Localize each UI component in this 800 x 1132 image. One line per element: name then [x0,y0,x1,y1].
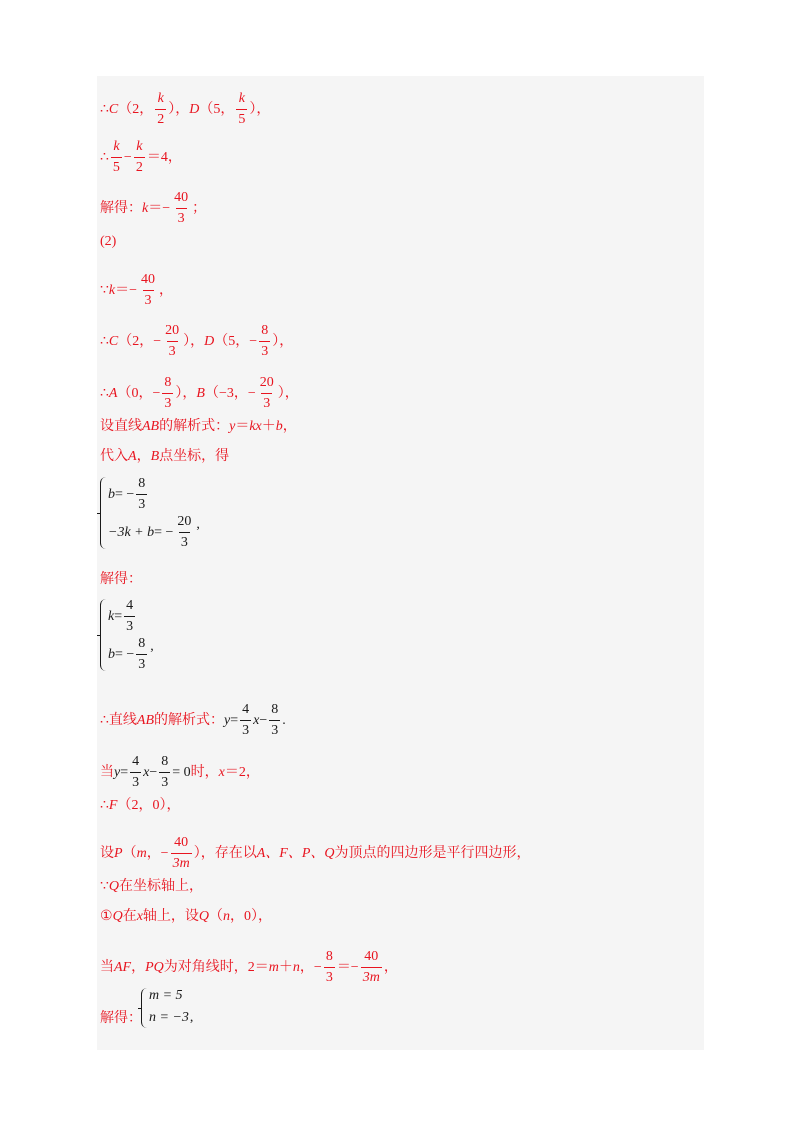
case-number: ① [100,909,113,924]
fraction-4-over-3 [124,599,135,634]
frac-num: 20 [259,375,274,390]
text: 为对角线时，2＝ [163,959,269,975]
frac-num: 4 [132,754,140,769]
var-x: x [218,764,225,780]
text: 代入 [100,449,128,464]
frac-den: 3 [259,341,270,359]
fraction-20-over-3 [163,324,181,359]
minus-sign: − [259,712,268,728]
zero-formula [114,755,191,790]
fraction-8-over-3 [324,950,335,985]
frac-num: k [113,139,120,154]
left-brace [141,988,147,1028]
c-close: ）， [168,101,190,117]
frac-den: 3 [176,208,187,226]
var-y: y [224,712,231,728]
fraction-k-over-2 [155,92,166,127]
point-f-label: F [108,798,118,813]
lhs: b [108,646,115,662]
point-a-label: A [108,385,118,401]
equals-minus: ＝− [336,959,359,975]
equals: = [114,608,123,624]
x-result: ＝2， [224,764,260,780]
d-open: （5， [199,101,235,117]
part-number: (2) [100,234,117,249]
text: 直线 [108,712,137,728]
fraction-8-over-3 [162,376,173,411]
var-m: m [268,959,279,975]
fraction-4-over-3 [240,703,251,738]
left-brace [100,477,106,549]
therefore-symbol: ∴ [100,712,109,728]
system-row-2 [108,515,200,550]
plus: ＋ [261,419,276,434]
frac-den: 3m [171,853,192,871]
text: 时， [190,764,219,780]
equals: = [230,712,239,728]
solve-label: 解得： [100,1011,142,1026]
point-b-label: B [196,385,205,401]
frac-num: 8 [138,476,146,491]
lhs: −3k + b [108,524,155,540]
var-k: k [108,282,116,298]
comma: , [189,1010,194,1025]
line-f-coords [100,797,180,815]
left-brace [100,599,106,671]
line-case-1 [100,908,272,926]
therefore-symbol: ∴ [100,798,109,813]
point-b-label: B [150,449,160,464]
frac-den: 3 [324,967,335,985]
equation-system-1 [100,475,220,551]
part-2-label [100,233,116,251]
point-d-label: D [189,101,200,117]
frac-den: 3 [162,393,173,411]
fraction-8-over-3 [259,324,270,359]
segment-pq: PQ [145,959,164,975]
c-close: ）， [183,333,205,349]
var-x: x [253,712,260,728]
equals-minus: = − [154,524,174,540]
frac-den: 3 [179,532,190,550]
text: 当 [100,959,114,975]
equals: = [120,764,129,780]
var-x: x [143,764,150,780]
point-q-label: Q [198,909,210,924]
line-because-k [100,273,173,308]
frac-num: 8 [161,754,169,769]
line-when-y-zero [100,755,260,790]
fraction-8-over-3 [136,637,147,672]
frac-num: 8 [325,949,333,964]
term-kx: kx [249,419,262,434]
minus-sign: − [149,764,158,780]
semicolon: ； [192,200,207,216]
var-x: x [136,909,143,924]
comma: ， [159,282,174,298]
point-p-label: P [114,845,123,861]
frac-den: 3 [159,772,170,790]
frac-num: k [238,91,245,106]
period: . [282,712,286,728]
var-n: n [292,959,300,975]
equals-minus: = − [115,486,135,502]
frac-den: 3 [136,654,147,672]
d-close: ）， [249,101,271,117]
point-a-label: A [128,449,137,464]
therefore-symbol: ∴ [100,101,109,117]
var-k: k [142,200,149,216]
segment-ab: AB [142,419,160,434]
row-text: n = −3 [149,1010,189,1025]
equation-system-3 [141,986,221,1030]
system-row-1: m = 5 [149,988,183,1003]
point-c-label: C [108,101,119,117]
fraction-40-over-3 [172,191,190,226]
text: 轴上，设 [142,909,199,924]
frac-den: 3 [130,772,141,790]
lhs: b [108,486,115,502]
var-n: n [223,909,231,924]
fraction-40-over-3 [139,273,157,308]
text: 为顶点的四边形是平行四边形， [334,845,531,861]
line-c-d-coords [100,92,270,127]
text: 设直线 [100,419,142,434]
equals-four: ＝4， [146,149,182,165]
text: 的解析式： [159,419,230,434]
comma: , [150,639,154,654]
frac-num: 40 [141,272,156,287]
fraction-4-over-3 [130,755,141,790]
therefore-symbol: ∴ [100,149,109,165]
fraction-k-over-5 [236,92,247,127]
system-row-1 [108,477,149,512]
c-open: （2， [118,101,154,117]
separator: ， [131,959,146,975]
frac-den: 3 [136,494,147,512]
segment-af: AF [114,959,132,975]
equals-zero: = 0 [172,764,191,780]
fraction-k-over-2 [134,140,145,175]
d-open: （5，− [214,333,258,349]
frac-den: 3 [143,290,154,308]
paren-open: （ [209,909,224,924]
segment-ab: AB [136,712,155,728]
a-close: ）， [175,385,197,401]
text: 在 [122,909,137,924]
line-k-equation [100,140,182,175]
system-row-2 [149,1010,193,1026]
point-d-label: D [204,333,215,349]
solve-label: 解得： [100,572,142,587]
frac-num: 40 [174,190,189,205]
frac-num: 40 [174,835,189,850]
var-y: y [229,419,236,434]
frac-num: 4 [126,598,134,613]
b-open: （−3，− [204,385,256,401]
line-set-p [100,836,530,871]
therefore-symbol: ∴ [100,385,109,401]
line-a-b-values [100,376,299,411]
equation-system-2 [100,597,200,673]
system-row-1 [108,599,137,634]
var-y: y [114,764,121,780]
fraction-20-over-3 [175,515,193,550]
coords-close: ，0）， [230,909,273,924]
comma: ， [282,419,297,434]
point-q-label: Q [112,909,123,924]
text: 设 [100,845,114,861]
fraction-8-over-3 [269,703,280,738]
fraction-40-over-3m [361,950,382,985]
comma-minus: ，− [299,959,322,975]
comma-minus: ，− [146,845,169,861]
fraction-k-over-5 [111,140,122,175]
separator: ， [136,449,151,464]
fraction-8-over-3 [159,755,170,790]
equals-minus: ＝− [148,200,171,216]
point-c-label: C [108,333,119,349]
lhs: k [108,608,115,624]
frac-num: 20 [165,323,180,338]
system-row-2 [108,637,154,672]
minus-sign: − [123,149,132,165]
frac-den: 3m [361,967,382,985]
line-set-ab [100,418,297,436]
a-open: （0，− [117,385,161,401]
line-because-q [100,878,203,896]
line-ab-expression [100,703,286,738]
var-m: m [136,845,147,861]
paren-open: （ [122,845,137,861]
d-close: ）， [272,333,294,349]
frac-num: 8 [164,375,172,390]
f-coords: （2，0）， [117,798,181,813]
text: ），存在以 [193,845,257,861]
line-solve-label [100,571,142,589]
equals-minus: ＝− [115,282,138,298]
text: 当 [100,764,114,780]
text: 点坐标，得 [159,449,230,464]
points-list: A、F、P、Q [256,845,335,861]
equals-minus: = − [115,646,135,662]
frac-num: 4 [242,702,250,717]
frac-den: 2 [134,157,145,175]
frac-num: 40 [364,949,379,964]
because-symbol: ∵ [100,879,109,894]
frac-num: 8 [271,702,279,717]
frac-den: 3 [269,720,280,738]
frac-num: k [136,139,143,154]
c-open: （2，− [118,333,162,349]
frac-den: 3 [240,720,251,738]
var-b: b [275,419,283,434]
line-diagonal-case [100,950,398,985]
frac-num: 20 [177,514,192,529]
plus: ＋ [278,959,293,975]
comma: , [196,517,200,532]
because-symbol: ∵ [100,282,109,298]
ab-formula [224,703,286,738]
frac-num: 8 [261,323,269,338]
line-solve-m-n [100,1010,142,1028]
text: 在坐标轴上， [119,879,204,894]
frac-den: 5 [236,109,247,127]
fraction-40-over-3m [171,836,192,871]
frac-den: 3 [167,341,178,359]
frac-den: 3 [261,393,272,411]
equals: ＝ [235,419,250,434]
frac-den: 2 [155,109,166,127]
fraction-8-over-3 [136,477,147,512]
comma: ， [383,959,398,975]
frac-den: 3 [124,616,135,634]
line-c-d-values [100,324,293,359]
frac-num: k [157,91,164,106]
frac-den: 5 [111,157,122,175]
text: 的解析式： [154,712,225,728]
line-solve-k [100,191,206,226]
line-substitute [100,448,229,466]
therefore-symbol: ∴ [100,333,109,349]
point-q-label: Q [108,879,120,894]
frac-num: 8 [138,636,146,651]
b-close: ）， [277,385,299,401]
fraction-20-over-3 [258,376,276,411]
solve-label: 解得： [100,200,142,216]
